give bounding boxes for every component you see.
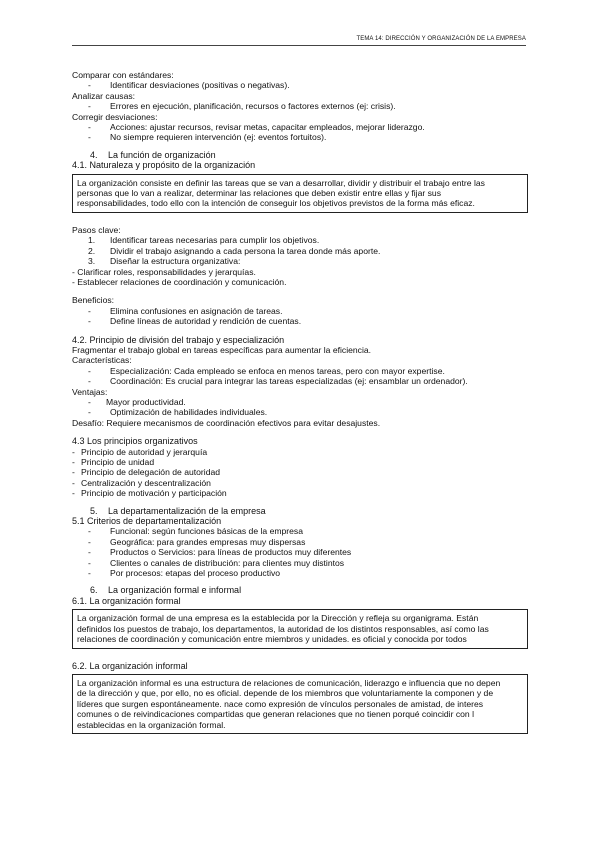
benefits-label: Beneficios:	[72, 295, 115, 306]
paragraph: Fragmentar el trabajo global en tareas específicas para aumentar la eficiencia.	[72, 344, 372, 355]
list-item: - Coordinación: Es crucial para integrar las tareas especializadas (ej: ensamblar un ordenador).	[88, 376, 468, 387]
header-rule	[72, 45, 526, 46]
subsection-heading: 6.1. La organización formal	[72, 595, 181, 606]
section-heading: 6. La organización formal e informal	[90, 585, 242, 596]
box-line: comunes o de reivindicaciones compartidas que generan relaciones que no tienen porqué coincidir con l	[77, 709, 474, 720]
box-line: responsabilidades, todo ello con la intención de conseguir los objetivos previstos de la forma más eficaz.	[77, 198, 475, 209]
page-header: TEMA 14: DIRECCIÓN Y ORGANIZACIÓN DE LA EMPRESA	[356, 36, 526, 42]
list-item: - Mayor productividad.	[88, 396, 186, 407]
list-item: - Principio de delegación de autoridad	[72, 467, 221, 478]
list-item: - Clarificar roles, responsabilidades y jerarquías.	[72, 266, 256, 277]
subsection-heading: 4.1. Naturaleza y propósito de la organización	[72, 160, 256, 171]
section-heading: 4. La función de organización	[90, 149, 216, 160]
list-item: - Acciones: ajustar recursos, revisar metas, capacitar empleados, mejorar liderazgo.	[88, 122, 425, 133]
list-item: - Principio de unidad	[72, 457, 155, 467]
numbered-item: 3. Diseñar la estructura organizativa:	[88, 256, 241, 267]
subsection-heading: 5.1 Criterios de departamentalización	[72, 516, 222, 527]
list-item: - Principio de motivación y participación	[72, 488, 227, 499]
subsection-heading: 4.2. Principio de división del trabajo y especialización	[72, 334, 285, 345]
advantages-label: Ventajas:	[72, 386, 108, 397]
list-item: - Centralización y descentralización	[72, 477, 211, 488]
list-item: - Elimina confusiones en asignación de tareas.	[88, 305, 283, 316]
list-item: - Optimización de habilidades individuales.	[88, 407, 268, 418]
subsection-heading: 4.3 Los principios organizativos	[72, 436, 198, 447]
correct-label: Corregir desviaciones:	[72, 111, 158, 122]
analyze-label: Analizar causas:	[72, 90, 136, 101]
page-content	[72, 70, 528, 738]
numbered-item: 2. Dividir el trabajo asignando a cada persona la tarea donde más aporte.	[88, 245, 381, 256]
numbered-item: 1. Identificar tareas necesarias para cumplir los objetivos.	[88, 235, 320, 246]
list-item: - Especialización: Cada empleado se enfoca en menos tareas, pero con mayor expertise.	[88, 365, 445, 376]
paragraph: Desafío: Requiere mecanismos de coordinación efectivos para evitar desajustes.	[72, 417, 381, 428]
list-item: - Productos o Servicios: para líneas de productos muy diferentes	[88, 547, 352, 558]
list-item: - Establecer relaciones de coordinación y comunicación.	[72, 276, 287, 287]
box-line: La organización informal es una estructura de relaciones de comunicación, liderazgo e influencia que no depen	[77, 677, 501, 688]
list-item: - Funcional: según funciones básicas de la empresa	[88, 526, 303, 537]
list-item: - Principio de autoridad y jerarquía	[72, 446, 208, 457]
subsection-heading: 6.2. La organización informal	[72, 660, 188, 671]
box-line: personas que lo van a realizar, determinar las relaciones que deben existir entre ellas y fijar sus	[77, 188, 441, 199]
compare-label: Comparar con estándares:	[72, 70, 174, 80]
box-line: definidos los puestos de trabajo, los departamentos, la autoridad de los distintos responsables, así como las	[77, 623, 489, 634]
box-line: La organización formal de una empresa es la establecida por la Dirección y refleja su organigrama. Están	[77, 613, 479, 624]
box-line: líderes que surgen espontáneamente. nace como expresión de vínculos personales de amistad, de interes	[77, 698, 484, 709]
box-line: relaciones de coordinación y comunicación entre miembros y unidades. es oficial y conocida por todos	[77, 634, 467, 645]
characteristics-label: Características:	[72, 355, 132, 366]
definition-box	[72, 174, 528, 213]
informal-organization-box	[72, 674, 528, 734]
list-item: - Geográfica: para grandes empresas muy dispersas	[88, 536, 306, 547]
list-item: - Define líneas de autoridad y rendición de cuentas.	[88, 316, 302, 327]
box-line: establecidas en la organización formal.	[77, 719, 226, 730]
section-heading: 5. La departamentalización de la empresa	[90, 505, 266, 516]
formal-organization-box	[72, 609, 528, 648]
list-item: - Por procesos: etapas del proceso productivo	[88, 568, 281, 579]
list-item: - Errores en ejecución, planificación, recursos o factores externos (ej: crisis).	[88, 101, 396, 112]
box-line: La organización consiste en definir las tareas que se van a desarrollar, dividir y distribuir el trabajo entre las	[77, 177, 485, 188]
list-item: - No siempre requieren intervención (ej: eventos fortuitos).	[88, 132, 327, 143]
list-item: - Identificar desviaciones (positivas o negativas).	[88, 80, 290, 91]
steps-label: Pasos clave:	[72, 224, 121, 235]
box-line: de la dirección y que, por ello, no es oficial. depende de los miembros que voluntariamente la componen y de	[77, 688, 494, 699]
list-item: - Clientes o canales de distribución: para clientes muy distintos	[88, 557, 345, 568]
